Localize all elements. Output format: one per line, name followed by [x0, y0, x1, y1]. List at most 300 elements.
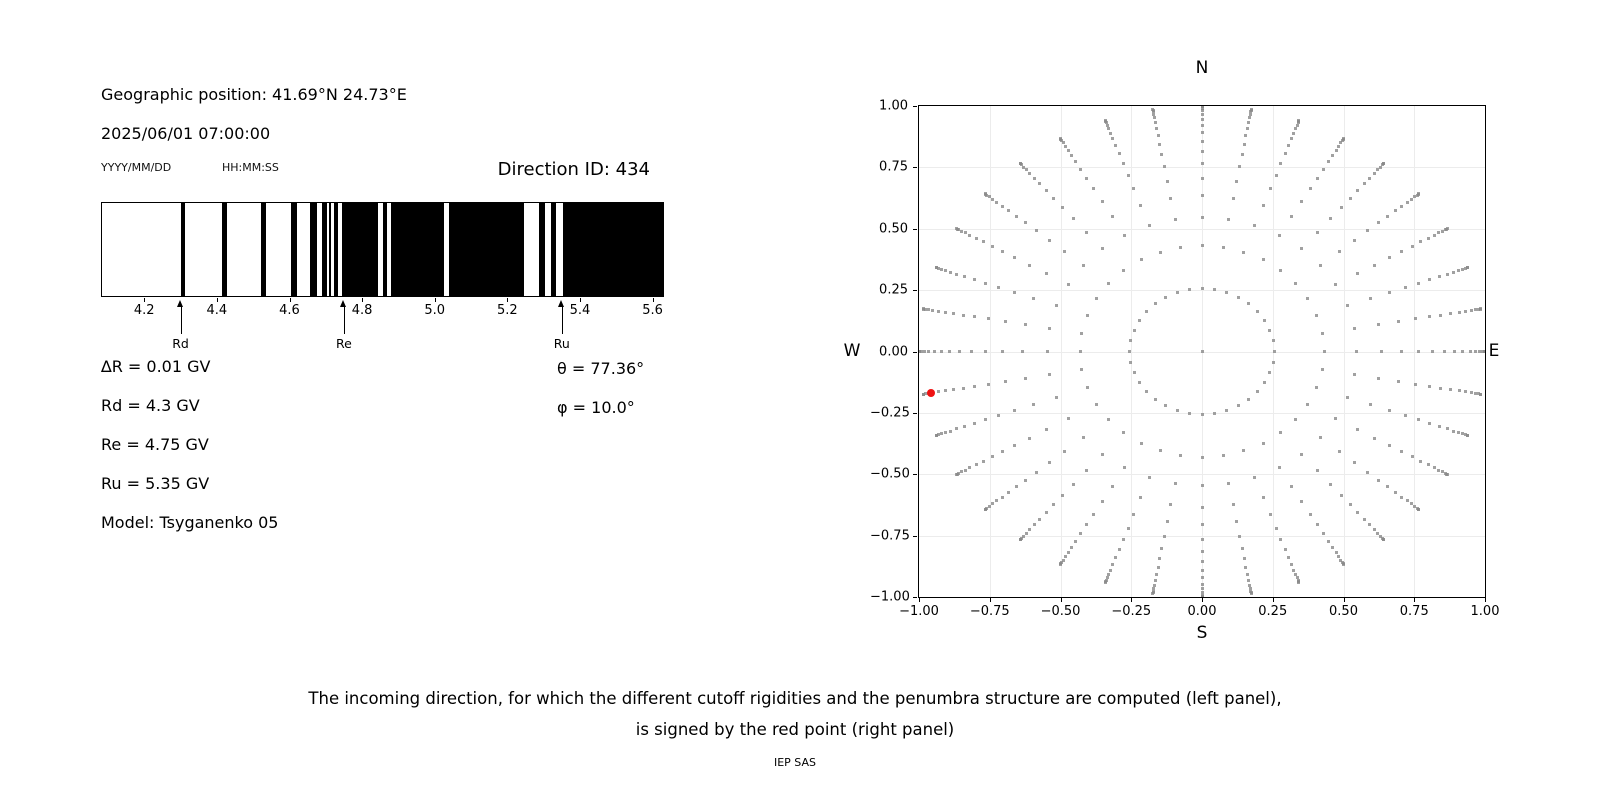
direction-dot: [1329, 217, 1332, 220]
direction-dot: [1369, 403, 1372, 406]
direction-dot: [1397, 380, 1400, 383]
x-tick-label: 4.6: [279, 303, 300, 318]
y-tick: [913, 413, 917, 414]
direction-dot: [1417, 282, 1420, 285]
center-dot: [1201, 350, 1204, 353]
direction-dot: [1256, 390, 1259, 393]
direction-dot: [933, 350, 936, 353]
x-tick: [217, 298, 218, 302]
direction-dot: [1201, 113, 1204, 116]
direction-dot: [1433, 466, 1436, 469]
direction-dot: [955, 227, 958, 230]
direction-dot: [1001, 496, 1004, 499]
direction-dot: [1237, 296, 1240, 299]
direction-dot: [1262, 204, 1265, 207]
direction-dot: [935, 434, 938, 437]
direction-dot: [1111, 137, 1114, 140]
x-tick-label: 0.25: [1258, 604, 1288, 619]
direction-dot: [1297, 581, 1300, 584]
y-tick: [913, 474, 917, 475]
direction-dot: [1085, 469, 1088, 472]
direction-dot: [1072, 483, 1075, 486]
direction-dot: [1024, 377, 1027, 380]
direction-dot: [1278, 466, 1281, 469]
direction-dot: [1373, 437, 1376, 440]
direction-dot: [1366, 229, 1369, 232]
x-tick-label: 5.4: [569, 303, 591, 318]
direction-dot: [1155, 127, 1158, 130]
direction-dot: [997, 286, 1000, 289]
direction-dot: [1164, 296, 1167, 299]
direction-dot: [1449, 388, 1452, 391]
direction-dot: [1109, 132, 1112, 135]
direction-dot: [1074, 160, 1077, 163]
direction-dot: [1201, 244, 1204, 247]
direction-dot: [984, 508, 987, 511]
direction-dot: [1241, 153, 1244, 156]
direction-dot: [1309, 187, 1312, 190]
direction-dot: [1001, 250, 1004, 253]
direction-dot: [952, 312, 955, 315]
direction-dot: [963, 275, 966, 278]
direction-dot: [1158, 557, 1161, 560]
y-tick: [913, 167, 917, 168]
direction-dot: [1346, 304, 1349, 307]
penumbra-bar: [329, 203, 331, 296]
y-tick-label: −0.50: [870, 466, 910, 482]
direction-dot: [940, 350, 943, 353]
direction-dot: [1151, 108, 1154, 111]
marker-label: Re: [336, 336, 352, 351]
x-tick: [290, 298, 291, 302]
direction-dot: [1253, 224, 1256, 227]
direction-dot: [1272, 361, 1275, 364]
direction-dot: [1331, 546, 1334, 549]
penumbra-bar: [310, 203, 317, 296]
direction-dot: [1263, 381, 1266, 384]
x-tick-label: 4.2: [133, 303, 155, 318]
direction-dot: [1201, 118, 1204, 121]
direction-dot: [1249, 113, 1252, 116]
direction-dot: [1315, 314, 1318, 317]
direction-dot: [1013, 444, 1016, 447]
direction-dot: [1284, 152, 1287, 155]
direction-dot: [1457, 269, 1460, 272]
direction-dot: [1140, 258, 1143, 261]
direction-dot: [1045, 272, 1048, 275]
direction-dot: [1007, 209, 1010, 212]
time-format-label: HH:MM:SS: [222, 161, 279, 174]
direction-dot: [1128, 350, 1131, 353]
direction-dot: [1169, 197, 1172, 200]
direction-dot: [984, 350, 987, 353]
direction-dot: [1154, 302, 1157, 305]
direction-dot: [1294, 418, 1297, 421]
x-tick: [1131, 598, 1132, 602]
direction-dot: [1067, 283, 1070, 286]
penumbra-bar: [222, 203, 227, 296]
marker-arrow-shaft: [344, 306, 345, 334]
direction-dot: [1080, 368, 1083, 371]
direction-dot: [1363, 518, 1366, 521]
direction-dot: [1157, 134, 1160, 137]
x-tick-label: 5.2: [497, 303, 518, 318]
direction-dot: [984, 192, 987, 195]
direction-dot: [1238, 165, 1241, 168]
direction-dot: [1356, 511, 1359, 514]
direction-dot: [1201, 216, 1204, 219]
direction-dot: [1033, 177, 1036, 180]
direction-dot: [1269, 187, 1272, 190]
direction-dot: [1334, 417, 1337, 420]
direction-dot: [1188, 412, 1191, 415]
direction-dot: [1356, 189, 1359, 192]
direction-dot: [1038, 518, 1041, 521]
direction-dot: [1059, 563, 1062, 566]
direction-dot: [1101, 200, 1104, 203]
direction-dot: [1052, 503, 1055, 506]
direction-dot: [944, 431, 947, 434]
direction-dot: [1250, 592, 1253, 595]
direction-dot: [1085, 177, 1088, 180]
direction-dot: [1369, 297, 1372, 300]
direction-dot: [1368, 523, 1371, 526]
direction-dot: [963, 425, 966, 428]
direction-dot: [1082, 436, 1085, 439]
direction-dot: [1300, 200, 1303, 203]
direction-dot: [1139, 496, 1142, 499]
direction-dot: [1400, 350, 1403, 353]
direction-dot: [1453, 350, 1456, 353]
direction-dot: [1437, 231, 1440, 234]
geographic-position: Geographic position: 41.69°N 24.73°E: [101, 85, 407, 104]
direction-dot: [1278, 234, 1281, 237]
direction-dot: [1045, 511, 1048, 514]
direction-dot: [1457, 431, 1460, 434]
direction-dot: [927, 350, 930, 353]
direction-dot: [1250, 108, 1253, 111]
direction-dot: [944, 269, 947, 272]
penumbra-bar: [539, 203, 544, 296]
direction-dot: [1035, 229, 1038, 232]
direction-dot: [975, 463, 978, 466]
direction-dot: [1306, 403, 1309, 406]
direction-dot: [1400, 496, 1403, 499]
gridline-horizontal: [919, 474, 1485, 475]
x-tick-label: 1.00: [1470, 604, 1500, 619]
direction-dot: [1300, 247, 1303, 250]
direction-dot: [1438, 275, 1441, 278]
direction-dot: [1470, 309, 1473, 312]
direction-dot: [1015, 215, 1018, 218]
direction-dot: [1268, 371, 1271, 374]
direction-dot: [1095, 403, 1098, 406]
direction-dot: [964, 231, 967, 234]
direction-dot: [940, 268, 943, 271]
direction-dot: [922, 307, 925, 310]
direction-dot: [968, 234, 971, 237]
direction-dot: [970, 350, 973, 353]
direction-dot: [1479, 393, 1482, 396]
direction-dot: [1300, 500, 1303, 503]
direction-dot: [1439, 387, 1442, 390]
direction-dot: [1446, 473, 1449, 476]
direction-dot: [1309, 513, 1312, 516]
direction-dot: [991, 245, 994, 248]
direction-dot: [1225, 291, 1228, 294]
x-tick: [1061, 598, 1062, 602]
y-tick-label: 0.00: [879, 344, 908, 359]
direction-dot: [1335, 551, 1338, 554]
direction-dot: [1201, 124, 1204, 127]
direction-dot: [1013, 409, 1016, 412]
direction-dot: [1111, 485, 1114, 488]
direction-dot: [1248, 116, 1251, 119]
direction-dot: [1353, 373, 1356, 376]
direction-dot: [1201, 150, 1204, 153]
direction-dot: [1246, 573, 1249, 576]
direction-dot: [1153, 584, 1156, 587]
direction-dot: [1188, 288, 1191, 291]
direction-dot: [1151, 592, 1154, 595]
direction-dot: [1138, 381, 1141, 384]
direction-dot: [1446, 273, 1449, 276]
x-tick-label: 5.6: [642, 303, 663, 318]
direction-dot: [1353, 239, 1356, 242]
direction-dot: [918, 350, 921, 353]
direction-dot: [1466, 434, 1469, 437]
direction-dot: [1111, 563, 1114, 566]
direction-dot: [1319, 264, 1322, 267]
y-tick-label: −1.00: [870, 589, 910, 605]
direction-dot: [1322, 168, 1325, 171]
direction-dot: [1019, 162, 1022, 165]
direction-dot: [1201, 177, 1204, 180]
direction-dot: [1321, 368, 1324, 371]
y-tick: [913, 536, 917, 537]
direction-dot: [1114, 144, 1117, 147]
penumbra-bar: [449, 203, 524, 296]
direction-dot: [949, 271, 952, 274]
direction-dot: [1355, 350, 1358, 353]
direction-dot: [1035, 471, 1038, 474]
direction-dot: [1079, 168, 1082, 171]
x-tick-label: −1.00: [899, 604, 939, 619]
direction-dot: [1321, 332, 1324, 335]
direction-dot: [1154, 579, 1157, 582]
direction-dot: [1201, 162, 1204, 165]
direction-dot: [1013, 256, 1016, 259]
direction-dot: [987, 317, 990, 320]
direction-dot: [935, 266, 938, 269]
direction-dot: [1101, 247, 1104, 250]
direction-dot: [1377, 479, 1380, 482]
direction-dot: [1145, 390, 1148, 393]
direction-dot: [1243, 557, 1246, 560]
direction-dot: [955, 273, 958, 276]
direction-dot: [1092, 513, 1095, 516]
direction-dot: [1176, 291, 1179, 294]
direction-dot: [1046, 350, 1049, 353]
x-tick-label: 0.50: [1329, 604, 1358, 619]
direction-dot: [1004, 380, 1007, 383]
penumbra-bar: [181, 203, 186, 296]
y-tick: [913, 352, 917, 353]
direction-dot: [1055, 304, 1058, 307]
y-tick: [913, 597, 917, 598]
direction-dot: [1377, 221, 1380, 224]
direction-dot: [931, 309, 934, 312]
direction-dot: [1179, 454, 1182, 457]
date-format-label: YYYY/MM/DD: [101, 161, 172, 174]
direction-dot: [1242, 251, 1245, 254]
direction-dot: [1122, 431, 1125, 434]
direction-dot: [1287, 556, 1290, 559]
direction-dot: [1279, 162, 1282, 165]
penumbra-bar: [322, 203, 327, 296]
direction-dot: [1118, 548, 1121, 551]
direction-dot: [1025, 168, 1028, 171]
direction-dot: [1446, 427, 1449, 430]
direction-dot: [1297, 119, 1300, 122]
direction-dot: [940, 432, 943, 435]
direction-dot: [1294, 127, 1297, 130]
direction-dot: [1101, 500, 1104, 503]
direction-dot: [1292, 569, 1295, 572]
direction-dot: [1464, 310, 1467, 313]
direction-dot: [1201, 456, 1204, 459]
direction-dot: [1129, 361, 1132, 364]
direction-dot: [1045, 428, 1048, 431]
direction-dot: [1353, 327, 1356, 330]
y-tick-label: −0.75: [870, 528, 910, 544]
direction-dot: [1246, 127, 1249, 130]
direction-dot: [1466, 266, 1469, 269]
direction-dot: [1222, 246, 1225, 249]
direction-dot: [1238, 535, 1241, 538]
direction-dot: [1404, 286, 1407, 289]
y-tick: [913, 290, 917, 291]
direction-dot: [1406, 201, 1409, 204]
direction-dot: [1201, 550, 1204, 553]
direction-dot: [1001, 450, 1004, 453]
penumbra-bar: [261, 203, 266, 296]
direction-dot: [1356, 272, 1359, 275]
penumbra-bar: [291, 203, 297, 296]
direction-dot: [1201, 413, 1204, 416]
direction-dot: [964, 469, 967, 472]
direction-dot: [1327, 160, 1330, 163]
direction-dot: [1244, 566, 1247, 569]
direction-dot: [1032, 403, 1035, 406]
direction-dot: [1201, 583, 1204, 586]
direction-dot: [1428, 422, 1431, 425]
direction-dot: [1290, 563, 1293, 566]
direction-dot: [1024, 323, 1027, 326]
direction-dot: [982, 460, 985, 463]
direction-dot: [1201, 287, 1204, 290]
direction-dot: [1388, 409, 1391, 412]
gridline-horizontal: [919, 229, 1485, 230]
direction-dot: [1290, 485, 1293, 488]
direction-dot: [1169, 503, 1172, 506]
direction-dot: [987, 383, 990, 386]
direction-dot: [991, 502, 994, 505]
compass-west-label: W: [843, 341, 861, 361]
direction-dot: [1356, 428, 1359, 431]
direction-dot: [955, 473, 958, 476]
direction-dot: [1294, 282, 1297, 285]
direction-dot: [1163, 165, 1166, 168]
direction-dot: [955, 427, 958, 430]
direction-dot: [1159, 449, 1162, 452]
direction-dot: [1419, 460, 1422, 463]
direction-dot: [1145, 310, 1148, 313]
direction-dot: [1232, 197, 1235, 200]
direction-dot: [1235, 520, 1238, 523]
direction-dot: [1133, 371, 1136, 374]
direction-dot: [1015, 485, 1018, 488]
direction-dot: [1174, 218, 1177, 221]
direction-dot: [1380, 350, 1383, 353]
direction-dot: [1368, 177, 1371, 180]
datetime: 2025/06/01 07:00:00: [101, 124, 271, 143]
direction-dot: [1122, 269, 1125, 272]
direction-dot: [1443, 350, 1446, 353]
direction-dot: [1419, 240, 1422, 243]
direction-dot: [1287, 144, 1290, 147]
direction-dot: [1067, 551, 1070, 554]
direction-dot: [1377, 323, 1380, 326]
direction-dot: [973, 278, 976, 281]
direction-dot: [958, 350, 961, 353]
direction-dot: [949, 430, 952, 433]
x-tick: [1202, 598, 1203, 602]
direction-dot: [1342, 137, 1345, 140]
direction-dot: [1400, 450, 1403, 453]
direction-dot: [984, 418, 987, 421]
direction-dot: [1201, 569, 1204, 572]
direction-dot: [944, 389, 947, 392]
direction-dot: [1140, 442, 1143, 445]
x-tick: [580, 298, 581, 302]
direction-dot: [1082, 264, 1085, 267]
direction-dot: [1080, 332, 1083, 335]
direction-dot: [1279, 269, 1282, 272]
x-tick: [990, 598, 991, 602]
direction-dot: [1256, 310, 1259, 313]
direction-dot: [937, 390, 940, 393]
direction-dot: [1013, 291, 1016, 294]
direction-dot: [962, 387, 965, 390]
direction-dot: [1438, 425, 1441, 428]
direction-dot: [1123, 466, 1126, 469]
direction-dot: [948, 350, 951, 353]
direction-dot: [1019, 538, 1022, 541]
gridline-horizontal: [919, 536, 1485, 537]
penumbra-bar: [391, 203, 443, 296]
direction-dot: [1338, 450, 1341, 453]
direction-dot: [982, 240, 985, 243]
direction-dot: [1028, 437, 1031, 440]
direction-dot: [1474, 350, 1477, 353]
direction-dot: [1107, 282, 1110, 285]
direction-dot: [1109, 569, 1112, 572]
direction-dot: [1306, 297, 1309, 300]
direction-dot: [1427, 463, 1430, 466]
penumbra-bar: [563, 203, 663, 296]
x-tick: [1273, 598, 1274, 602]
